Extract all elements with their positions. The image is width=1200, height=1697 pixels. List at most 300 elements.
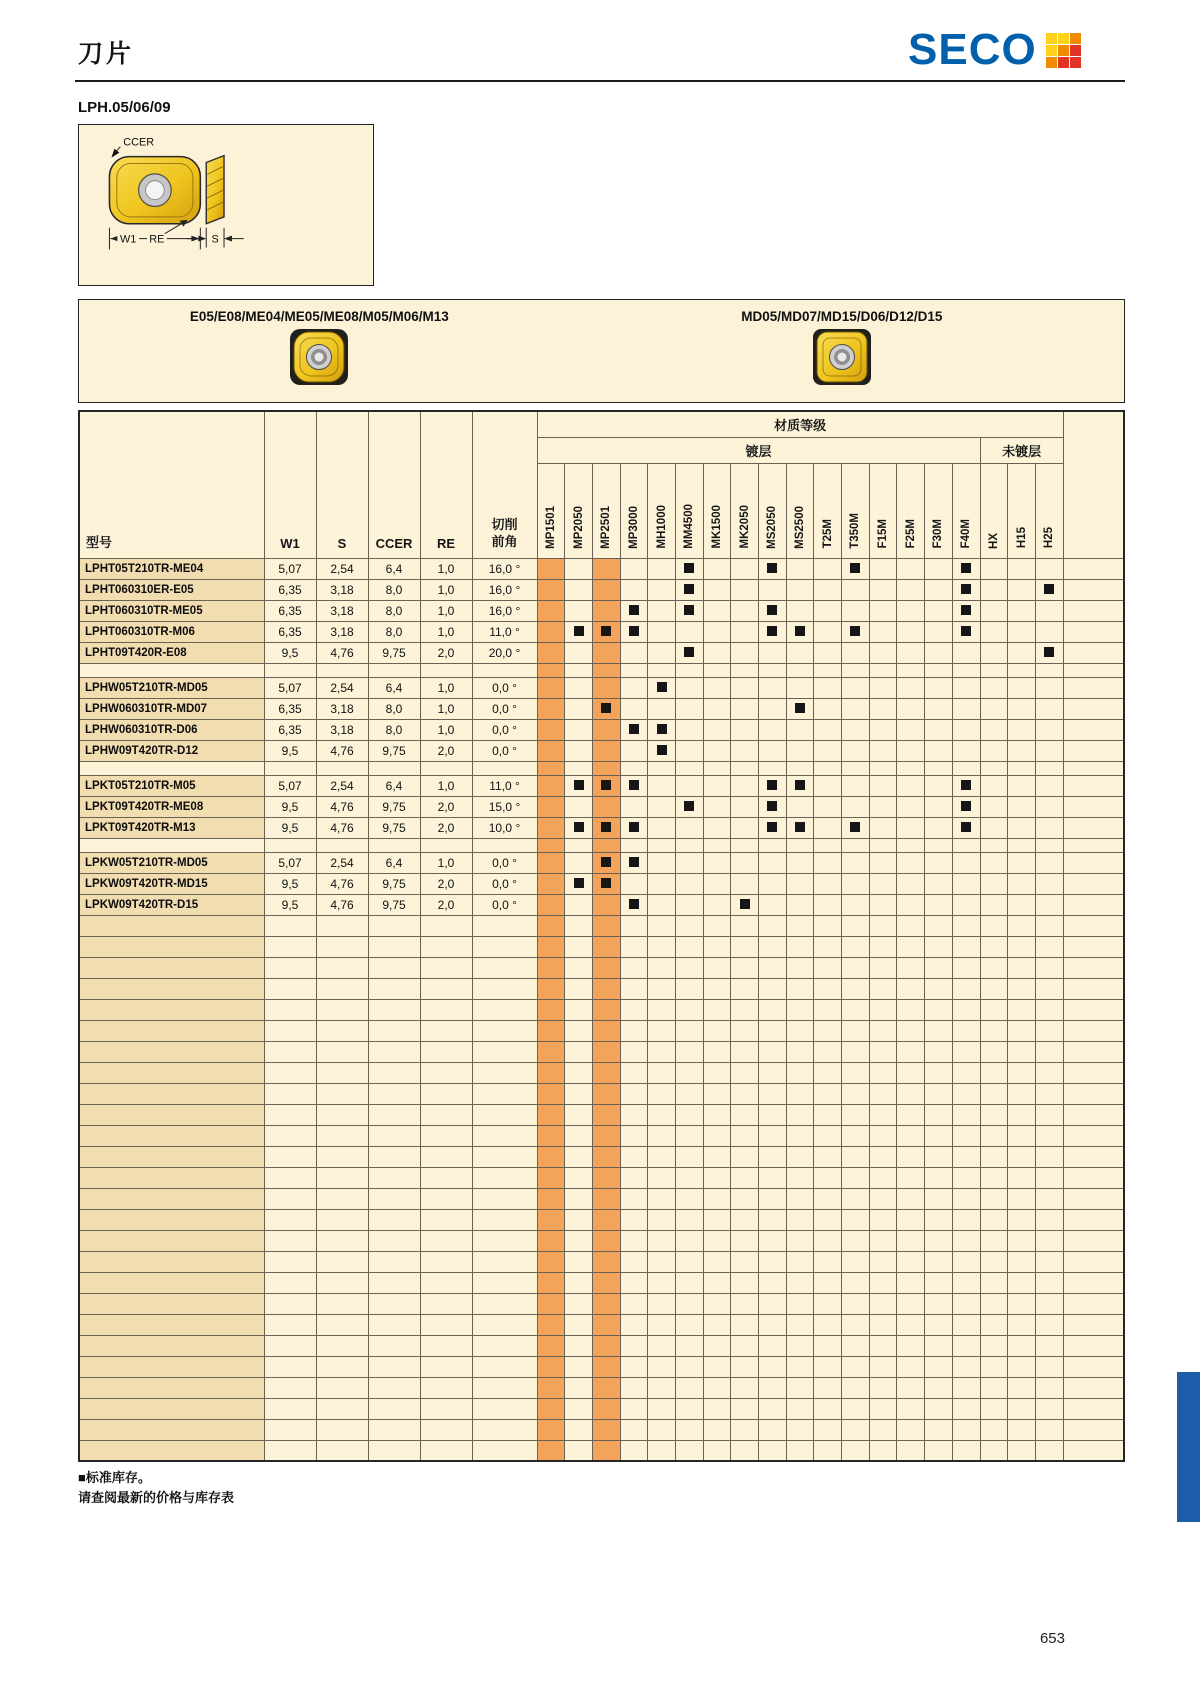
spec-cell-re: 2,0	[420, 796, 472, 817]
model-cell	[79, 915, 264, 936]
grade-cell	[1008, 1062, 1036, 1083]
grade-cell	[897, 761, 925, 775]
stock-indicator	[795, 703, 805, 713]
stock-indicator	[1044, 647, 1054, 657]
grade-cell	[675, 1188, 703, 1209]
grade-cell	[648, 894, 676, 915]
filler-cell	[1063, 915, 1124, 936]
grade-cell	[648, 558, 676, 579]
grade-cell	[731, 936, 759, 957]
grade-cell	[1035, 1188, 1063, 1209]
spec-cell-w1	[264, 1230, 316, 1251]
grade-cell	[952, 1209, 980, 1230]
grade-cell	[842, 558, 870, 579]
filler-cell	[1063, 1272, 1124, 1293]
grade-cell	[592, 1230, 620, 1251]
title-divider	[75, 80, 1125, 82]
grade-cell	[731, 978, 759, 999]
grade-cell	[897, 978, 925, 999]
spec-cell-s: 3,18	[316, 719, 368, 740]
spec-cell-w1	[264, 1314, 316, 1335]
grade-cell	[842, 817, 870, 838]
filler-cell	[1063, 999, 1124, 1020]
grade-cell	[1008, 1272, 1036, 1293]
grade-cell	[1035, 740, 1063, 761]
stock-indicator	[684, 584, 694, 594]
grade-cell	[897, 1146, 925, 1167]
stock-indicator	[961, 822, 971, 832]
spec-cell-w1: 6,35	[264, 698, 316, 719]
grade-cell	[620, 1062, 648, 1083]
spec-cell-s	[316, 1020, 368, 1041]
grade-cell	[565, 1230, 593, 1251]
grade-cell	[925, 1209, 953, 1230]
grade-cell	[565, 1440, 593, 1461]
grade-cell	[869, 1104, 897, 1125]
grade-cell	[703, 817, 731, 838]
grade-cell	[537, 1020, 565, 1041]
grade-cell	[537, 1104, 565, 1125]
grade-cell	[952, 719, 980, 740]
grade-cell	[925, 999, 953, 1020]
grade-cell	[952, 677, 980, 698]
grade-cell	[537, 1440, 565, 1461]
spec-cell-ccer: 8,0	[368, 621, 420, 642]
grade-cell	[842, 600, 870, 621]
grade-cell	[814, 579, 842, 600]
grade-cell	[620, 663, 648, 677]
grade-cell	[1035, 663, 1063, 677]
spec-cell-re	[420, 1167, 472, 1188]
grade-cell	[565, 852, 593, 873]
spec-cell-rake	[472, 1104, 537, 1125]
grade-cell	[814, 957, 842, 978]
grade-cell	[731, 600, 759, 621]
grade-cell	[592, 1293, 620, 1314]
stock-indicator	[795, 822, 805, 832]
grade-cell	[759, 698, 787, 719]
grade-cell	[592, 936, 620, 957]
spec-cell-re: 1,0	[420, 579, 472, 600]
grade-cell	[759, 1188, 787, 1209]
spec-cell-re	[420, 1104, 472, 1125]
grade-cell	[869, 621, 897, 642]
stock-indicator	[961, 563, 971, 573]
spec-cell-re	[420, 1293, 472, 1314]
grade-cell	[952, 1440, 980, 1461]
grade-cell	[925, 621, 953, 642]
grade-cell	[675, 838, 703, 852]
grade-cell	[1008, 1125, 1036, 1146]
grade-cell	[925, 1104, 953, 1125]
grade-cell	[592, 1041, 620, 1062]
grade-cell	[869, 1041, 897, 1062]
grade-cell	[814, 600, 842, 621]
spec-cell-s: 4,76	[316, 817, 368, 838]
grade-cell	[786, 1020, 814, 1041]
grade-cell	[648, 677, 676, 698]
grade-cell	[565, 838, 593, 852]
spec-cell-rake	[472, 1272, 537, 1293]
grade-cell	[1035, 600, 1063, 621]
grade-cell	[786, 1293, 814, 1314]
page-title: 刀片	[78, 40, 135, 68]
insert-row	[79, 817, 1124, 838]
grade-cell	[759, 999, 787, 1020]
spec-cell-s	[316, 1398, 368, 1419]
grade-cell	[648, 698, 676, 719]
grade-cell	[759, 915, 787, 936]
empty-row	[79, 1419, 1124, 1440]
grade-cell	[869, 1272, 897, 1293]
spec-cell-rake	[472, 1440, 537, 1461]
seco-wordmark: SECO	[908, 25, 1037, 74]
grade-cell	[952, 978, 980, 999]
spec-cell-s: 4,76	[316, 894, 368, 915]
grade-cell	[731, 1398, 759, 1419]
grade-cell	[980, 936, 1008, 957]
spec-cell-w1	[264, 838, 316, 852]
grade-cell	[620, 677, 648, 698]
grade-cell	[925, 915, 953, 936]
spec-cell-ccer: 9,75	[368, 740, 420, 761]
grade-cell	[842, 1335, 870, 1356]
empty-row	[79, 1020, 1124, 1041]
grade-cell	[869, 600, 897, 621]
filler-cell	[1063, 719, 1124, 740]
spec-cell-re: 1,0	[420, 719, 472, 740]
grade-cell	[592, 1209, 620, 1230]
grade-cell	[980, 838, 1008, 852]
grade-cell	[897, 1335, 925, 1356]
grade-cell	[648, 1293, 676, 1314]
grade-cell	[897, 677, 925, 698]
grade-cell	[731, 1251, 759, 1272]
grade-cell	[925, 1377, 953, 1398]
grade-cell	[648, 775, 676, 796]
grade-cell	[1035, 838, 1063, 852]
filler-cell	[1063, 1398, 1124, 1419]
grade-cell	[675, 894, 703, 915]
grade-cell	[731, 761, 759, 775]
grade-column-header: T350M	[842, 463, 870, 558]
grade-cell	[952, 1356, 980, 1377]
spec-cell-s: 3,18	[316, 579, 368, 600]
grade-cell	[592, 775, 620, 796]
grade-cell	[1035, 775, 1063, 796]
grade-cell	[620, 698, 648, 719]
grade-cell	[565, 579, 593, 600]
grade-cell	[814, 1125, 842, 1146]
stock-indicator	[684, 647, 694, 657]
grade-cell	[648, 978, 676, 999]
grade-cell	[675, 1377, 703, 1398]
spec-cell-ccer	[368, 663, 420, 677]
grade-cell	[952, 1188, 980, 1209]
grade-cell	[925, 957, 953, 978]
filler-cell	[1063, 1377, 1124, 1398]
grade-cell	[897, 621, 925, 642]
grade-cell	[675, 775, 703, 796]
spec-cell-ccer	[368, 1167, 420, 1188]
stock-indicator	[850, 822, 860, 832]
grade-cell	[869, 1146, 897, 1167]
grade-cell	[897, 558, 925, 579]
spec-cell-rake	[472, 915, 537, 936]
grade-cell	[537, 1251, 565, 1272]
grade-cell	[1008, 1398, 1036, 1419]
stock-indicator	[629, 822, 639, 832]
grade-cell	[703, 663, 731, 677]
page-number: 653	[1039, 1630, 1065, 1647]
spec-cell-rake	[472, 1419, 537, 1440]
grade-cell	[565, 1083, 593, 1104]
grade-cell	[897, 957, 925, 978]
grade-cell	[675, 1440, 703, 1461]
empty-row	[79, 1188, 1124, 1209]
stock-indicator	[850, 563, 860, 573]
empty-row	[79, 1230, 1124, 1251]
grade-cell	[648, 1377, 676, 1398]
grade-cell	[952, 1104, 980, 1125]
filler-cell	[1063, 1020, 1124, 1041]
spec-cell-ccer: 9,75	[368, 873, 420, 894]
grade-column-header: F40M	[952, 463, 980, 558]
grade-cell	[731, 852, 759, 873]
stock-indicator	[961, 584, 971, 594]
spec-cell-ccer	[368, 1020, 420, 1041]
grade-cell	[842, 621, 870, 642]
grade-cell	[952, 1230, 980, 1251]
grade-cell	[1008, 663, 1036, 677]
spec-cell-w1	[264, 1356, 316, 1377]
grade-cell	[675, 677, 703, 698]
grade-cell	[537, 796, 565, 817]
grade-cell	[980, 817, 1008, 838]
filler-cell	[1063, 873, 1124, 894]
grade-cell	[592, 558, 620, 579]
spec-cell-ccer: 6,4	[368, 677, 420, 698]
grade-cell	[952, 1419, 980, 1440]
grade-cell	[897, 1209, 925, 1230]
model-cell	[79, 1272, 264, 1293]
grade-cell	[786, 719, 814, 740]
spec-cell-ccer	[368, 957, 420, 978]
grade-cell	[537, 677, 565, 698]
grade-cell	[592, 600, 620, 621]
spec-cell-s	[316, 1209, 368, 1230]
grade-cell	[620, 1251, 648, 1272]
grade-cell	[842, 1440, 870, 1461]
spec-cell-w1	[264, 1062, 316, 1083]
model-cell	[79, 936, 264, 957]
grade-cell	[1035, 852, 1063, 873]
grade-cell	[1035, 936, 1063, 957]
separator-row	[79, 663, 1124, 677]
grade-section-header: 材质等级	[537, 411, 1063, 437]
grade-cell	[1035, 698, 1063, 719]
grade-cell	[842, 1419, 870, 1440]
spec-cell-w1	[264, 663, 316, 677]
filler-cell	[1063, 796, 1124, 817]
grade-cell	[648, 1356, 676, 1377]
empty-row	[79, 1272, 1124, 1293]
grade-cell	[814, 1293, 842, 1314]
filler-cell	[1063, 978, 1124, 999]
grade-cell	[1008, 1209, 1036, 1230]
grade-cell	[620, 999, 648, 1020]
grade-cell	[814, 1083, 842, 1104]
grade-cell	[925, 1356, 953, 1377]
grade-cell	[703, 838, 731, 852]
grade-cell	[565, 1167, 593, 1188]
grade-cell	[731, 775, 759, 796]
spec-cell-w1: 9,5	[264, 740, 316, 761]
spec-cell-ccer	[368, 1083, 420, 1104]
grade-cell	[842, 873, 870, 894]
grade-cell	[842, 579, 870, 600]
grade-cell	[759, 1209, 787, 1230]
spec-cell-rake	[472, 957, 537, 978]
grade-column-header: HX	[980, 463, 1008, 558]
stock-indicator	[629, 605, 639, 615]
grade-cell	[648, 838, 676, 852]
model-cell	[79, 999, 264, 1020]
spec-cell-re	[420, 1419, 472, 1440]
spec-cell-re	[420, 663, 472, 677]
grade-cell	[620, 1020, 648, 1041]
grade-cell	[952, 852, 980, 873]
grade-cell	[592, 894, 620, 915]
grade-cell	[814, 775, 842, 796]
model-cell	[79, 1419, 264, 1440]
grade-cell	[1035, 1041, 1063, 1062]
grade-cell	[731, 1020, 759, 1041]
grade-cell	[869, 698, 897, 719]
spec-cell-w1	[264, 1041, 316, 1062]
spec-cell-s: 2,54	[316, 558, 368, 579]
grade-cell	[980, 1104, 1008, 1125]
grade-cell	[703, 894, 731, 915]
grade-cell	[648, 957, 676, 978]
grade-cell	[1035, 579, 1063, 600]
spec-cell-re: 1,0	[420, 621, 472, 642]
grade-cell	[648, 642, 676, 663]
grade-cell	[759, 1125, 787, 1146]
filler-cell	[1063, 838, 1124, 852]
grade-cell	[731, 740, 759, 761]
grade-cell	[952, 663, 980, 677]
grade-cell	[620, 1335, 648, 1356]
grade-cell	[980, 1251, 1008, 1272]
grade-cell	[592, 740, 620, 761]
grade-cell	[648, 1083, 676, 1104]
grade-cell	[620, 936, 648, 957]
model-cell	[79, 1377, 264, 1398]
grade-cell	[897, 642, 925, 663]
grade-cell	[952, 642, 980, 663]
grade-cell	[592, 1083, 620, 1104]
grade-cell	[565, 817, 593, 838]
grade-cell	[897, 775, 925, 796]
spec-cell-s: 4,76	[316, 796, 368, 817]
grade-cell	[869, 1314, 897, 1335]
filler-cell	[1063, 1167, 1124, 1188]
grade-cell	[980, 1314, 1008, 1335]
grade-cell	[648, 1335, 676, 1356]
spec-cell-rake	[472, 1293, 537, 1314]
spec-cell-s	[316, 1314, 368, 1335]
grade-cell	[925, 1293, 953, 1314]
grade-cell	[1035, 1230, 1063, 1251]
grade-cell	[648, 1230, 676, 1251]
grade-cell	[897, 740, 925, 761]
rake-column-label: 切削前角	[491, 516, 518, 549]
spec-cell-re: 1,0	[420, 558, 472, 579]
grade-cell	[814, 1251, 842, 1272]
grade-cell	[842, 1230, 870, 1251]
grade-cell	[980, 663, 1008, 677]
grade-cell	[1008, 1356, 1036, 1377]
grade-cell	[869, 775, 897, 796]
spec-cell-s	[316, 1167, 368, 1188]
spec-cell-ccer	[368, 1125, 420, 1146]
grade-cell	[703, 1083, 731, 1104]
grade-cell	[592, 1314, 620, 1335]
grade-cell	[537, 852, 565, 873]
grade-cell	[592, 1440, 620, 1461]
grade-cell	[869, 999, 897, 1020]
spec-cell-rake: 0,0 °	[472, 873, 537, 894]
model-cell: LPHW05T210TR-MD05	[79, 677, 264, 698]
grade-cell	[648, 873, 676, 894]
filler-cell	[1063, 558, 1124, 579]
grade-cell	[980, 1419, 1008, 1440]
grade-cell	[842, 1377, 870, 1398]
grade-cell	[786, 1188, 814, 1209]
grade-cell	[592, 698, 620, 719]
grade-cell	[814, 936, 842, 957]
grade-cell	[537, 999, 565, 1020]
grade-cell	[980, 1041, 1008, 1062]
model-cell: LPKW09T420TR-D15	[79, 894, 264, 915]
grade-cell	[897, 873, 925, 894]
spec-cell-re: 2,0	[420, 642, 472, 663]
grade-cell	[620, 1230, 648, 1251]
grade-cell	[814, 1314, 842, 1335]
grade-cell	[537, 1419, 565, 1440]
grade-cell	[565, 1335, 593, 1356]
grade-cell	[1008, 1419, 1036, 1440]
grade-cell	[648, 1188, 676, 1209]
spec-cell-w1: 9,5	[264, 873, 316, 894]
insert-row	[79, 894, 1124, 915]
grade-cell	[786, 1062, 814, 1083]
spec-cell-re	[420, 915, 472, 936]
grade-cell	[980, 579, 1008, 600]
grade-cell	[842, 1020, 870, 1041]
grade-cell	[675, 1272, 703, 1293]
filler-cell	[1063, 775, 1124, 796]
spec-cell-rake	[472, 1062, 537, 1083]
spec-cell-re	[420, 1020, 472, 1041]
grade-cell	[703, 1062, 731, 1083]
grade-cell	[786, 663, 814, 677]
grade-cell	[703, 1314, 731, 1335]
grade-cell	[759, 1419, 787, 1440]
model-cell	[79, 761, 264, 775]
ccer-column-header: CCER	[368, 411, 420, 558]
